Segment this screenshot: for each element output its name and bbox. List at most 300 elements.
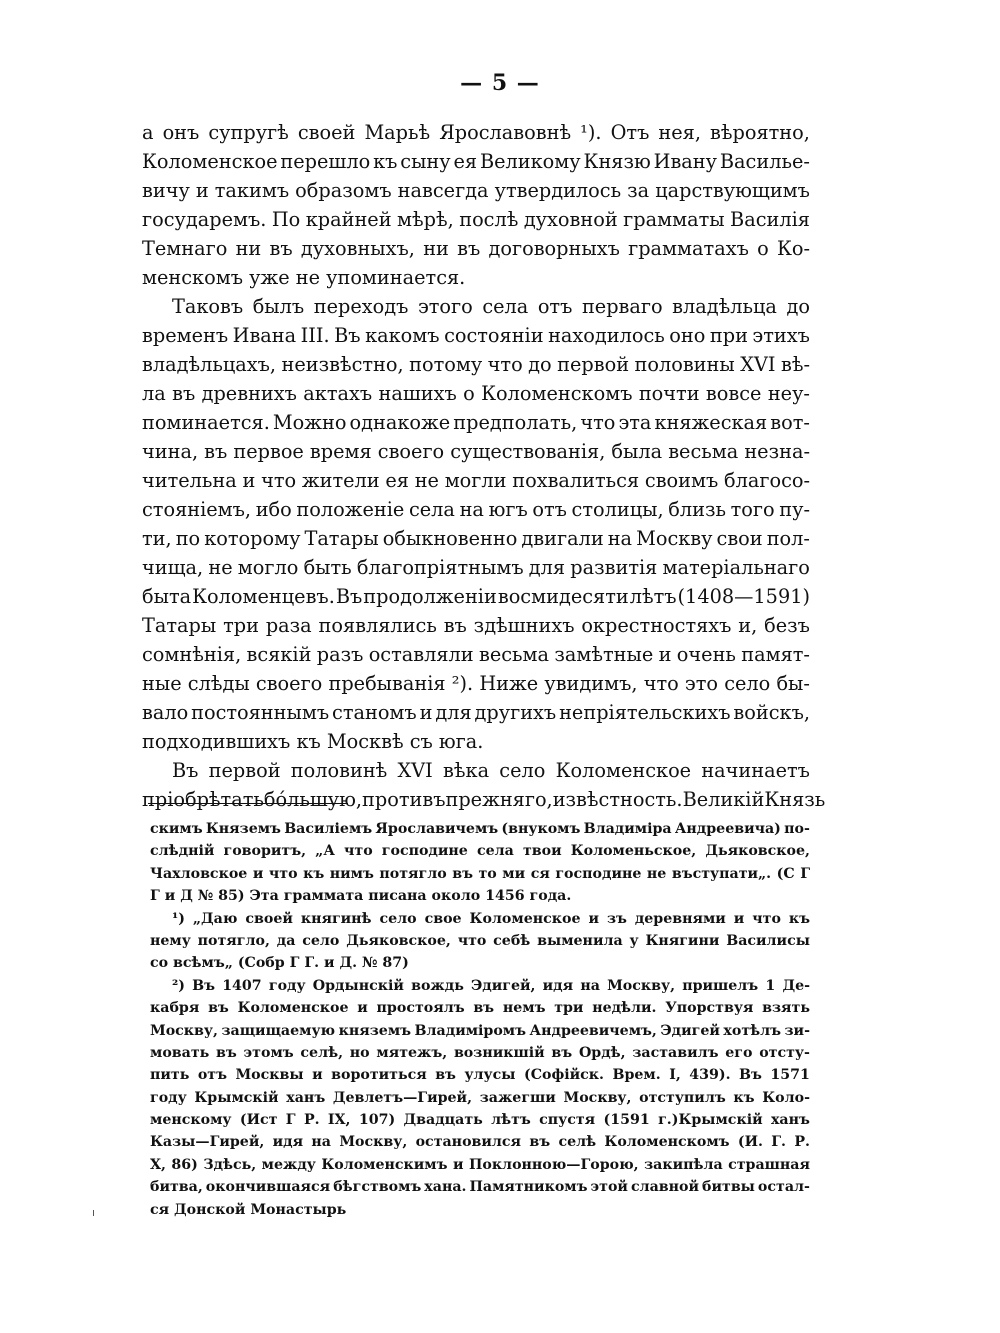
footnote-line [150, 908, 810, 930]
word: Коломенскомъ [481, 382, 633, 405]
word: ни [423, 237, 449, 260]
word: противъ [362, 788, 446, 811]
word: I, [669, 1067, 681, 1084]
word: этомъ [243, 1044, 294, 1061]
word: Г [800, 865, 810, 882]
footnote-line [150, 1020, 810, 1042]
word: селѣ [558, 1134, 597, 1151]
word: Р. [303, 1112, 320, 1129]
word: зи- [784, 1022, 810, 1039]
word: что [580, 411, 616, 434]
text-line: подходившихъ къ Москвѣ съ юга. [142, 730, 484, 753]
word: и [312, 1067, 323, 1084]
word: пребыванія [328, 672, 446, 695]
word: (Софійск. [523, 1067, 604, 1084]
footnote-line: ся Донской Монастырь [150, 1201, 347, 1218]
word: село [499, 759, 546, 782]
word: эта [618, 411, 652, 434]
word: хана. [424, 1179, 467, 1196]
word: ²) [172, 977, 185, 994]
word: Эдигей, [471, 977, 536, 994]
word: отсту- [759, 1044, 810, 1061]
word: Х, [150, 1156, 166, 1173]
word: да [276, 932, 296, 949]
word: 1571 [770, 1067, 810, 1084]
word: простоялъ [376, 1000, 465, 1017]
word: время [309, 440, 372, 463]
word: раза [265, 614, 312, 637]
word: и [452, 1156, 464, 1173]
word: 107) [358, 1112, 396, 1129]
word: Коломенское [237, 1000, 349, 1017]
word: владѣльца [672, 295, 777, 318]
word: господине [555, 865, 642, 882]
word: Татары [142, 614, 217, 637]
word: ни [235, 237, 262, 260]
word: Таковъ [172, 295, 244, 318]
word: этой [590, 1179, 628, 1196]
text-line [142, 176, 810, 205]
word: ла [142, 382, 166, 405]
word: на [580, 977, 600, 994]
word: но [349, 1044, 370, 1061]
word: По [271, 208, 301, 231]
word: предполать, [453, 411, 578, 434]
word: Андреевичемъ, [529, 1022, 657, 1039]
word: всякій [246, 643, 312, 666]
word: Врем. [612, 1067, 661, 1084]
word: Темнаго [142, 237, 228, 260]
word: стояніемъ, [142, 498, 252, 521]
word: войскъ, [733, 701, 810, 724]
word: на [607, 527, 633, 550]
word: сыну [400, 150, 451, 173]
text-line [142, 234, 810, 263]
word: для [435, 701, 472, 724]
word: и [242, 469, 256, 492]
word: (1408—1591) [677, 585, 810, 608]
word: по- [784, 821, 810, 837]
word: благопріятнымъ [356, 556, 524, 579]
word: окрестностяхъ [581, 614, 732, 637]
footnote-line [150, 1109, 810, 1131]
text-line [142, 466, 810, 495]
word: идя [272, 1134, 304, 1151]
word: въ [529, 1134, 551, 1151]
word: ми [502, 865, 526, 882]
word: ея [385, 469, 409, 492]
word: договорныхъ [488, 237, 620, 260]
word: въ [473, 1000, 495, 1017]
word: близь [668, 498, 726, 521]
word: извѣстность. [552, 788, 683, 811]
word: разъ [316, 643, 364, 666]
word: немъ [502, 1000, 546, 1017]
word: въ [208, 1000, 229, 1017]
word: здѣшнихъ [473, 614, 575, 637]
word: переходъ [313, 295, 409, 318]
word: Ивана [232, 324, 297, 347]
footnote-line [150, 840, 810, 862]
word: пришелъ [682, 977, 759, 994]
word: за [627, 179, 650, 202]
word: Василисы [726, 932, 810, 949]
word: между [261, 1156, 316, 1173]
word: оно [669, 324, 706, 347]
word: закипѣла [644, 1156, 723, 1173]
word: похвалиться [512, 469, 640, 492]
word: ханъ [770, 1112, 810, 1129]
word: образомъ [295, 179, 392, 202]
word: у [629, 932, 639, 949]
word: югъ [488, 498, 528, 521]
word: отступилъ [639, 1089, 726, 1106]
word: этого [417, 295, 473, 318]
word: Коломенское [555, 759, 692, 782]
word: 439). [689, 1067, 731, 1084]
word: Великій [682, 788, 765, 811]
word: однакоже [349, 411, 451, 434]
word: Коломеньское, [570, 843, 697, 860]
word: къ [733, 1089, 755, 1106]
word: себѣ [493, 932, 531, 949]
word: 86) [171, 1156, 198, 1173]
text-line [142, 669, 810, 698]
word: вождь [411, 977, 464, 994]
footnote-line [150, 997, 810, 1019]
word: первое [233, 440, 304, 463]
word: половины [634, 353, 735, 376]
text-line [142, 350, 810, 379]
word: и [357, 1000, 368, 1017]
word: славной [630, 1179, 700, 1196]
word: Андреевича) [674, 821, 781, 837]
word: бо́льшую, [263, 788, 363, 811]
word: Татары [304, 527, 379, 550]
word: и, [738, 614, 758, 637]
word: Г [285, 1112, 296, 1129]
word: Коло- [762, 1089, 810, 1106]
word: ся [530, 865, 550, 882]
footnotes [150, 818, 810, 1221]
word: села [408, 498, 455, 521]
word: году [150, 1089, 187, 1106]
word: почти [638, 382, 700, 405]
word: твои [522, 843, 562, 860]
word: въ [551, 1044, 573, 1061]
word: 1407 [222, 977, 262, 994]
word: Эдигей [660, 1022, 720, 1039]
word: не [646, 865, 667, 882]
word: развитія [570, 556, 658, 579]
text-line: менскомъ уже не упоминается. [142, 266, 466, 289]
word: лѣтъ [491, 1112, 531, 1129]
word: нашихъ [378, 382, 457, 405]
text-line [142, 379, 810, 408]
word: села [482, 295, 529, 318]
word: увидимъ, [544, 672, 638, 695]
word: и [252, 865, 264, 882]
word: потягло, [197, 932, 270, 949]
word: до [528, 353, 552, 376]
word: находилось [548, 324, 665, 347]
word: въ [204, 440, 228, 463]
word: очень [676, 643, 736, 666]
text-line [142, 524, 810, 553]
footnote-line [150, 975, 810, 997]
word: могло [237, 556, 299, 579]
word: зъ [606, 910, 627, 927]
footnote-divider [148, 803, 348, 804]
word: крайней [305, 208, 392, 231]
word: что [457, 932, 487, 949]
word: не [208, 556, 233, 579]
word: въступати„. [671, 865, 772, 882]
word: Дьяковское, [346, 932, 451, 949]
word: Г. [771, 1134, 787, 1151]
word: о [463, 382, 475, 405]
word: того [730, 498, 775, 521]
word: г.)Крымскій [658, 1112, 763, 1129]
word: Крымскій [194, 1089, 279, 1106]
word: ²). [451, 672, 474, 695]
text-line [142, 321, 810, 350]
word: нему [150, 932, 191, 949]
word: Дьяковское, [705, 843, 810, 860]
word: Василія [730, 208, 810, 231]
footnote-line [150, 863, 810, 885]
word: село [302, 932, 340, 949]
word: что [643, 672, 679, 695]
word: Москву [636, 527, 713, 550]
word: о [757, 237, 769, 260]
word: IX, [327, 1112, 351, 1129]
word: на [311, 1134, 331, 1151]
word: пріобрѣтать [142, 788, 264, 811]
text-line [142, 756, 810, 785]
word: по [175, 527, 201, 550]
word: ные [142, 672, 182, 695]
word: году [268, 977, 306, 994]
word: онъ [162, 121, 200, 144]
word: (1591 [603, 1112, 650, 1129]
word: Князю [583, 150, 651, 173]
word: ханъ [286, 1089, 326, 1106]
word: въ [269, 237, 293, 260]
word: что [261, 469, 297, 492]
word: бы- [776, 672, 810, 695]
word: былъ [252, 295, 305, 318]
word: появлялись [318, 614, 437, 637]
word: отъ [532, 498, 567, 521]
word: идя [542, 977, 574, 994]
word: другихъ [474, 701, 557, 724]
word: супругѣ [208, 121, 289, 144]
word: деревнями [634, 910, 726, 927]
scan-mark [93, 1210, 94, 1216]
word: и [733, 910, 745, 927]
word: Коломенское [142, 150, 278, 173]
word: (С [776, 865, 795, 882]
word: „А [315, 843, 335, 860]
word: вѣ- [780, 353, 810, 376]
word: воротиться [331, 1067, 427, 1084]
word: своего [377, 440, 445, 463]
word: 1 [765, 977, 776, 994]
word: Упорствуя [665, 1000, 754, 1017]
word: и [658, 643, 672, 666]
word: Коломенцевъ. [192, 585, 335, 608]
word: свое [424, 910, 462, 927]
word: царствующимъ [655, 179, 810, 202]
word: что [268, 865, 298, 882]
text-line [142, 437, 810, 466]
text-line [142, 553, 810, 582]
word: говоритъ, [223, 843, 307, 860]
word: то [478, 865, 497, 882]
word: такимъ [214, 179, 290, 202]
word: Ко- [776, 237, 810, 260]
word: неу- [767, 382, 810, 405]
word: послѣ [459, 208, 519, 231]
text-line [142, 495, 810, 524]
word: Княгини [645, 932, 720, 949]
word: половинѣ [290, 759, 388, 782]
word: что [487, 353, 523, 376]
word: къ [373, 150, 398, 173]
word: поминается. [142, 411, 270, 434]
word: княгинѣ [300, 910, 372, 927]
word: въ [452, 865, 473, 882]
word: Отъ [610, 121, 650, 144]
word: вѣка [443, 759, 490, 782]
word: въ [435, 1067, 456, 1084]
footnote-line: со всѣмъ„ (Собр Г Г. и Д. № 87) [150, 955, 409, 972]
word: актахъ [303, 382, 373, 405]
word: первой [208, 759, 281, 782]
word: пить [150, 1067, 190, 1084]
word: взять [762, 1000, 810, 1017]
word: Москвы [235, 1067, 304, 1084]
word: отъ [197, 1067, 227, 1084]
word: незна- [744, 440, 810, 463]
footnote-line [150, 1064, 810, 1086]
footnote-line [150, 1131, 810, 1153]
word: Ярославичемъ [375, 821, 499, 837]
word: памят- [741, 643, 810, 666]
word: Владиміра [583, 821, 672, 837]
word: ти, [142, 527, 172, 550]
footnote-line [150, 1154, 810, 1176]
word: постояннымъ [191, 701, 330, 724]
word: владѣльцахъ, [142, 353, 277, 376]
word: (Ист [239, 1112, 278, 1129]
word: двигали [521, 527, 604, 550]
word: быта [142, 585, 192, 608]
word: Коломенскомъ [604, 1134, 730, 1151]
word: въ [172, 382, 196, 405]
word: Москву, [150, 1022, 218, 1039]
word: своей [297, 121, 356, 144]
word: Здѣсь, [203, 1156, 257, 1173]
word: была [611, 440, 663, 463]
word: чина, [142, 440, 199, 463]
word: что [344, 843, 373, 860]
word: грамматы [623, 208, 725, 231]
word: и [419, 701, 433, 724]
word: кабря [150, 1000, 200, 1017]
word: Ордынскій [312, 977, 404, 994]
word: въ [443, 614, 467, 637]
word: Девлетъ—Гирей, [332, 1089, 473, 1106]
word: къ [788, 910, 810, 927]
word: до [786, 295, 810, 318]
word: слѣды [187, 672, 250, 695]
word: къ [303, 865, 325, 882]
word: окончившаяся [205, 1179, 331, 1196]
word: нея, [658, 121, 701, 144]
main-text [142, 118, 826, 814]
text-line [142, 611, 810, 640]
word: и [195, 179, 209, 202]
word: первой [557, 353, 630, 376]
word: селѣ, [300, 1044, 344, 1061]
word: битвы [702, 1179, 755, 1196]
word: Василіемъ [284, 821, 373, 837]
word: быть [303, 556, 352, 579]
word: сомнѣнія, [142, 643, 242, 666]
word: пол- [766, 527, 810, 550]
word: Р. [794, 1134, 810, 1151]
word: существованія, [450, 440, 606, 463]
word: безъ [764, 614, 810, 637]
word: выменила [537, 932, 623, 949]
word: для [528, 556, 566, 579]
word: Коломенское [469, 910, 581, 927]
word: которому [204, 527, 301, 550]
text-line [142, 408, 810, 437]
word: остановился [415, 1134, 522, 1151]
word: грамматахъ [628, 237, 749, 260]
word: недѣли. [592, 1000, 657, 1017]
word: Коломенскимъ [321, 1156, 448, 1173]
word: заставилъ [632, 1044, 719, 1061]
word: Чахловское [150, 865, 248, 882]
word: жители [301, 469, 380, 492]
text-line [142, 118, 810, 147]
word: его [725, 1044, 753, 1061]
word: мятежъ, [376, 1044, 448, 1061]
word: этихъ [752, 324, 810, 347]
word: Можно [272, 411, 347, 434]
word: Великому [479, 150, 581, 173]
word: перешло [280, 150, 371, 173]
word: весьма [478, 643, 550, 666]
word: скимъ [150, 821, 203, 837]
word: Марьѣ [364, 121, 431, 144]
word: Ивану [653, 150, 718, 173]
word: обыкновенно [382, 527, 518, 550]
word: это [684, 672, 718, 695]
word: вѣроятно, [710, 121, 810, 144]
word: благосо- [724, 469, 810, 492]
footnote-line [150, 1087, 810, 1109]
word: Князь [764, 788, 826, 811]
word: матеріальнаго [662, 556, 810, 579]
word: Владиміромъ [414, 1022, 527, 1039]
text-line [142, 147, 810, 176]
word: Москву, [563, 1089, 632, 1106]
